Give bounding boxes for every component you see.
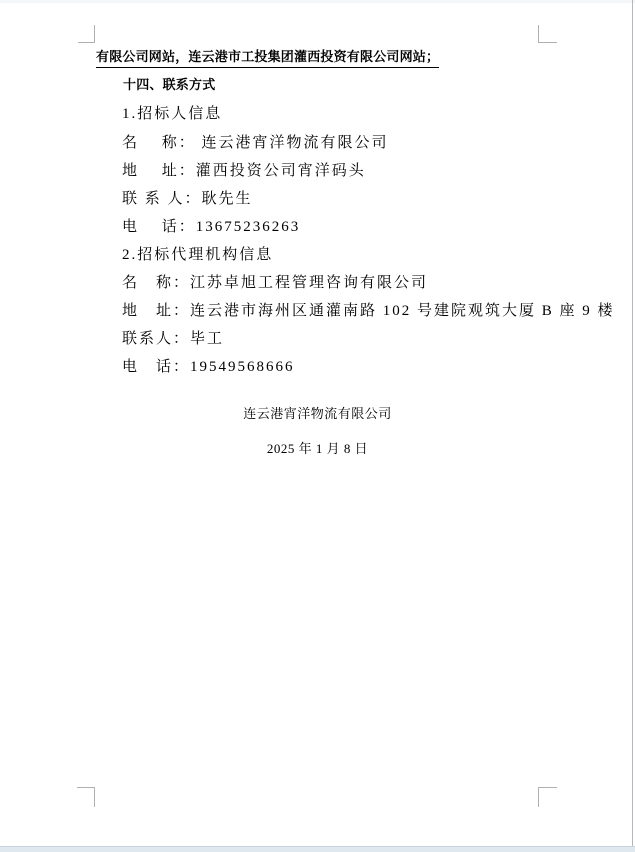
signature-company: 连云港宵洋物流有限公司 <box>243 406 392 421</box>
tenderer-contact-line: 联 系 人：耿先生 <box>122 191 253 207</box>
signature-date: 2025 年 1 月 8 日 <box>266 441 369 456</box>
section-heading: 十四、联系方式 <box>123 77 216 92</box>
agency-contact-line: 联系人：毕工 <box>122 331 225 347</box>
text-boundary-mark-top-left <box>94 25 95 43</box>
text-boundary-mark-bottom-right <box>538 787 539 807</box>
continuation-line: 有限公司网站，连云港市工投集团灌西投资有限公司网站； <box>96 50 439 68</box>
agency-address-line: 地 址：连云港市海州区通灌南路 102 号建院观筑大厦 B 座 9 楼 <box>122 303 615 319</box>
text-boundary-mark-top-right <box>538 25 539 43</box>
text-boundary-mark-top-left <box>78 42 95 43</box>
text-boundary-mark-bottom-left <box>77 787 95 788</box>
page-top-edge <box>0 0 635 3</box>
tenderer-address-line: 地 址：灌西投资公司宵洋码头 <box>122 163 366 179</box>
text-boundary-mark-bottom-left <box>94 787 95 807</box>
tenderer-phone-line: 电 话：13675236263 <box>122 219 301 235</box>
window-bottom-edge <box>0 846 635 852</box>
text-boundary-mark-top-right <box>538 42 557 43</box>
page-right-edge <box>632 0 633 846</box>
agency-name-line: 名 称：江苏卓旭工程管理咨询有限公司 <box>122 275 429 291</box>
tenderer-info-title: 1.招标人信息 <box>122 106 223 122</box>
text-boundary-mark-bottom-right <box>538 787 557 788</box>
agency-phone-line: 电 话：19549568666 <box>122 359 295 375</box>
agency-info-title: 2.招标代理机构信息 <box>122 247 274 263</box>
tenderer-name-line: 名 称： 连云港宵洋物流有限公司 <box>122 135 389 151</box>
